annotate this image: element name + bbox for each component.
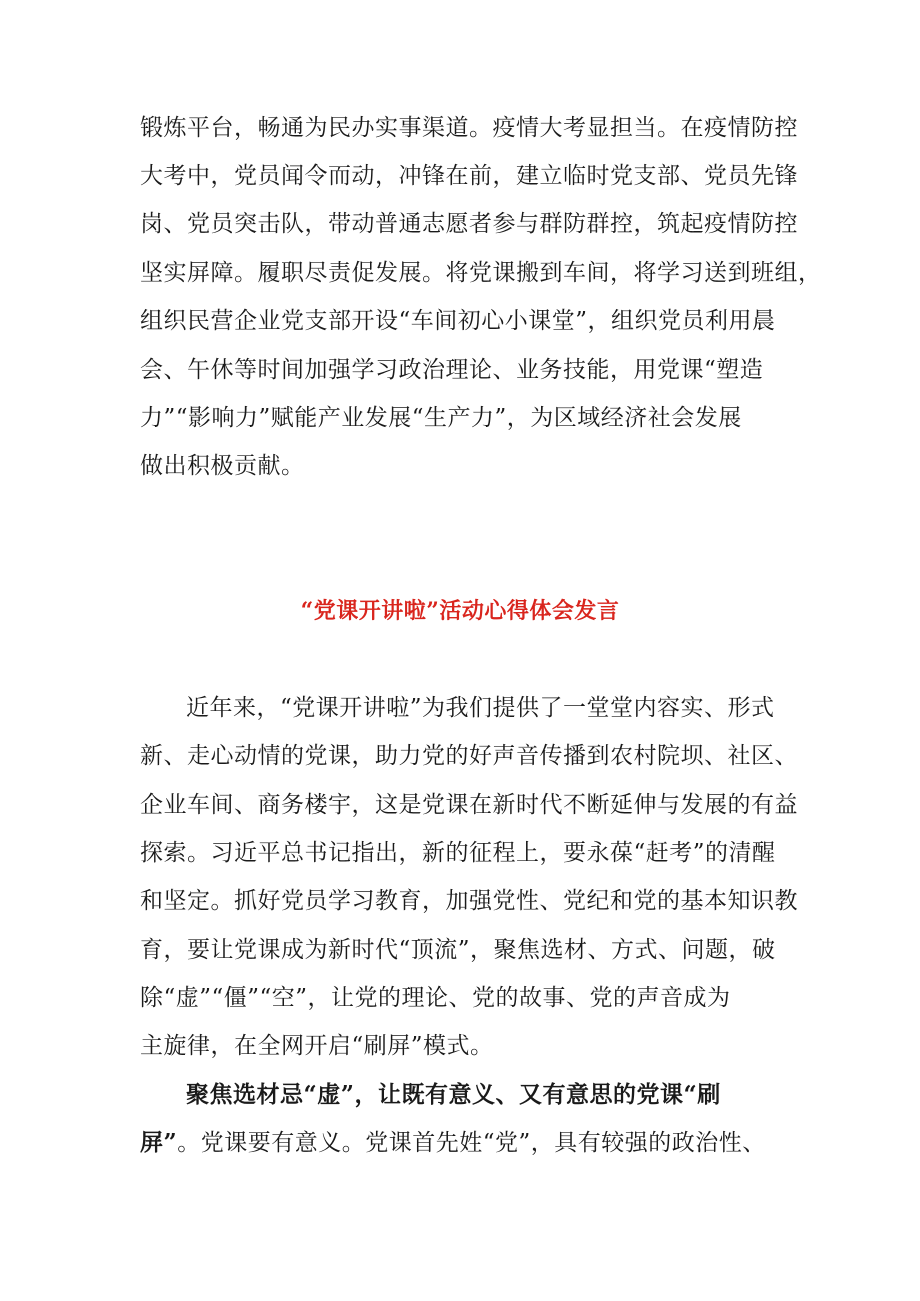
- text-line: 锻炼平台，畅通为民办实事渠道。疫情大考显担当。在疫情防控: [140, 115, 798, 141]
- subheading-line: 聚焦选材忌“虚”，让既有意义、又有意思的党课“刷: [186, 1081, 721, 1108]
- text-line: 做出积极贡献。: [140, 453, 305, 479]
- text-line: 育，要让党课成为新时代“顶流”，聚焦选材、方式、问题，破: [140, 937, 776, 963]
- paragraph-text: 。党课要有意义。党课首先姓“党”，具有较强的政治性、: [177, 1130, 766, 1156]
- text-line: 主旋律，在全网开启“刷屏”模式。: [140, 1033, 494, 1059]
- subheading-tail: 屏”: [140, 1129, 178, 1156]
- paragraph-first-line: 近年来，“党课开讲啦”为我们提供了一堂堂内容实、形式: [186, 695, 775, 721]
- text-line: [140, 1128, 790, 1158]
- text-line: 和坚定。抓好党员学习教育，加强党性、党纪和党的基本知识教: [140, 888, 798, 914]
- text-line: 组织民营企业党支部开设“车间初心小课堂”，组织党员利用晨: [140, 308, 776, 334]
- text-line: 力”“影响力”赋能产业发展“生产力”，为区域经济社会发展: [140, 405, 742, 431]
- text-line: 坚实屏障。履职尽责促发展。将党课搬到车间，将学习送到班组，: [140, 260, 822, 286]
- text-line: 会、午休等时间加强学习政治理论、业务技能，用党课“塑造: [140, 357, 764, 383]
- text-line: 除“虚”“僵”“空”，让党的理论、党的故事、党的声音成为: [140, 985, 731, 1011]
- text-line: 探索。习近平总书记指出，新的征程上，要永葆“赶考”的清醒: [140, 840, 776, 866]
- text-line: 企业车间、商务楼宇，这是党课在新时代不断延伸与发展的有益: [140, 792, 798, 818]
- text-line: 新、走心动情的党课，助力党的好声音传播到农村院坝、社区、: [140, 743, 798, 769]
- article-title: “党课开讲啦”活动心得体会发言: [300, 598, 620, 624]
- text-line: 岗、党员突击队，带动普通志愿者参与群防群控，筑起疫情防控: [140, 211, 798, 237]
- text-line: 大考中，党员闻令而动，冲锋在前，建立临时党支部、党员先锋: [140, 163, 798, 189]
